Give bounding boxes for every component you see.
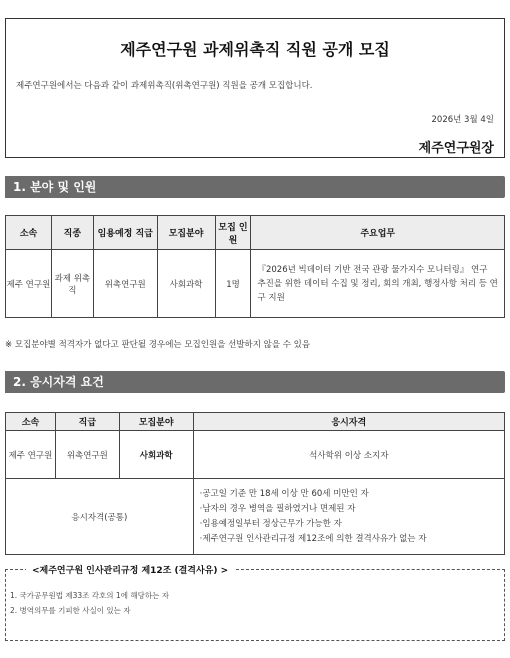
cell-job-type: 과제 위촉직: [51, 250, 93, 318]
cell-org: 제주 연구원: [6, 431, 56, 479]
col-org: 소속: [6, 216, 52, 250]
table-row: [6, 431, 505, 479]
intro-text: 제주연구원에서는 다음과 같이 과제위촉직(위촉연구원) 직원을 공개 모집합니다.: [16, 81, 313, 91]
rule-title: <제주연구원 인사관리규정 제12조 (결격사유) >: [26, 563, 234, 576]
cell-common-list: [193, 479, 504, 555]
cell-field: 사회과학: [119, 431, 193, 479]
page-title: 제주연구원 과제위촉직 직원 공개 모집: [120, 40, 390, 59]
list-item: ·임용예정일부터 정상근무가 가능한 자: [199, 518, 342, 529]
table-row: [6, 479, 505, 555]
section-1-heading: 1. 분야 및 인원: [5, 176, 505, 198]
announcement-header: [5, 18, 505, 158]
list-item: 1. 국가공무원법 제33조 각호의 1에 해당하는 자: [10, 591, 169, 600]
col-qualification: 응시자격: [193, 413, 504, 431]
table-header-row: [6, 216, 505, 250]
col-rank: 직급: [55, 413, 119, 431]
col-field: 모집분야: [119, 413, 193, 431]
positions-table: [5, 215, 505, 318]
cell-common-label: 응시자격(공통): [6, 479, 194, 555]
qualification-table: [5, 412, 505, 555]
col-field: 모집분야: [157, 216, 215, 250]
signer-name: 제주연구원장: [418, 141, 494, 156]
cell-count: 1명: [215, 250, 251, 318]
list-item: 2. 병역의무를 기피한 사실이 있는 자: [10, 606, 131, 615]
announcement-date: 2026년 3월 4일: [431, 115, 494, 125]
table-header-row: [6, 413, 505, 431]
cell-rank: 위촉연구원: [93, 250, 157, 318]
list-item: ·제주연구원 인사관리규정 제12조에 의한 결격사유가 없는 자: [199, 533, 427, 544]
cell-qualification: 석사학위 이상 소지자: [193, 431, 504, 479]
col-rank: 임용예정 직급: [93, 216, 157, 250]
cell-rank: 위촉연구원: [55, 431, 119, 479]
col-duty: 주요업무: [251, 216, 505, 250]
cell-field: 사회과학: [157, 250, 215, 318]
list-item: ·공고일 기준 만 18세 이상 만 60세 미만인 자: [199, 488, 369, 499]
col-count: 모집 인원: [215, 216, 251, 250]
selection-note: ※ 모집분야별 적격자가 없다고 판단될 경우에는 모집인원을 선발하지 않을 수 있음: [5, 340, 311, 350]
col-job-type: 직종: [51, 216, 93, 250]
disqualification-rule-box: [5, 566, 505, 641]
list-item: ·남자의 경우 병역을 필하였거나 면제된 자: [199, 503, 356, 514]
col-org: 소속: [6, 413, 56, 431]
table-row: [6, 250, 505, 318]
cell-org: 제주 연구원: [6, 250, 52, 318]
cell-duty: 『2026년 빅데이터 기반 전국 관광 물가지수 모니터링』 연구 추진을 위한 데이터 수집 및 정리, 회의 개최, 행정사항 처리 등 연구 지원: [251, 250, 505, 318]
section-2-heading: 2. 응시자격 요건: [5, 371, 505, 393]
